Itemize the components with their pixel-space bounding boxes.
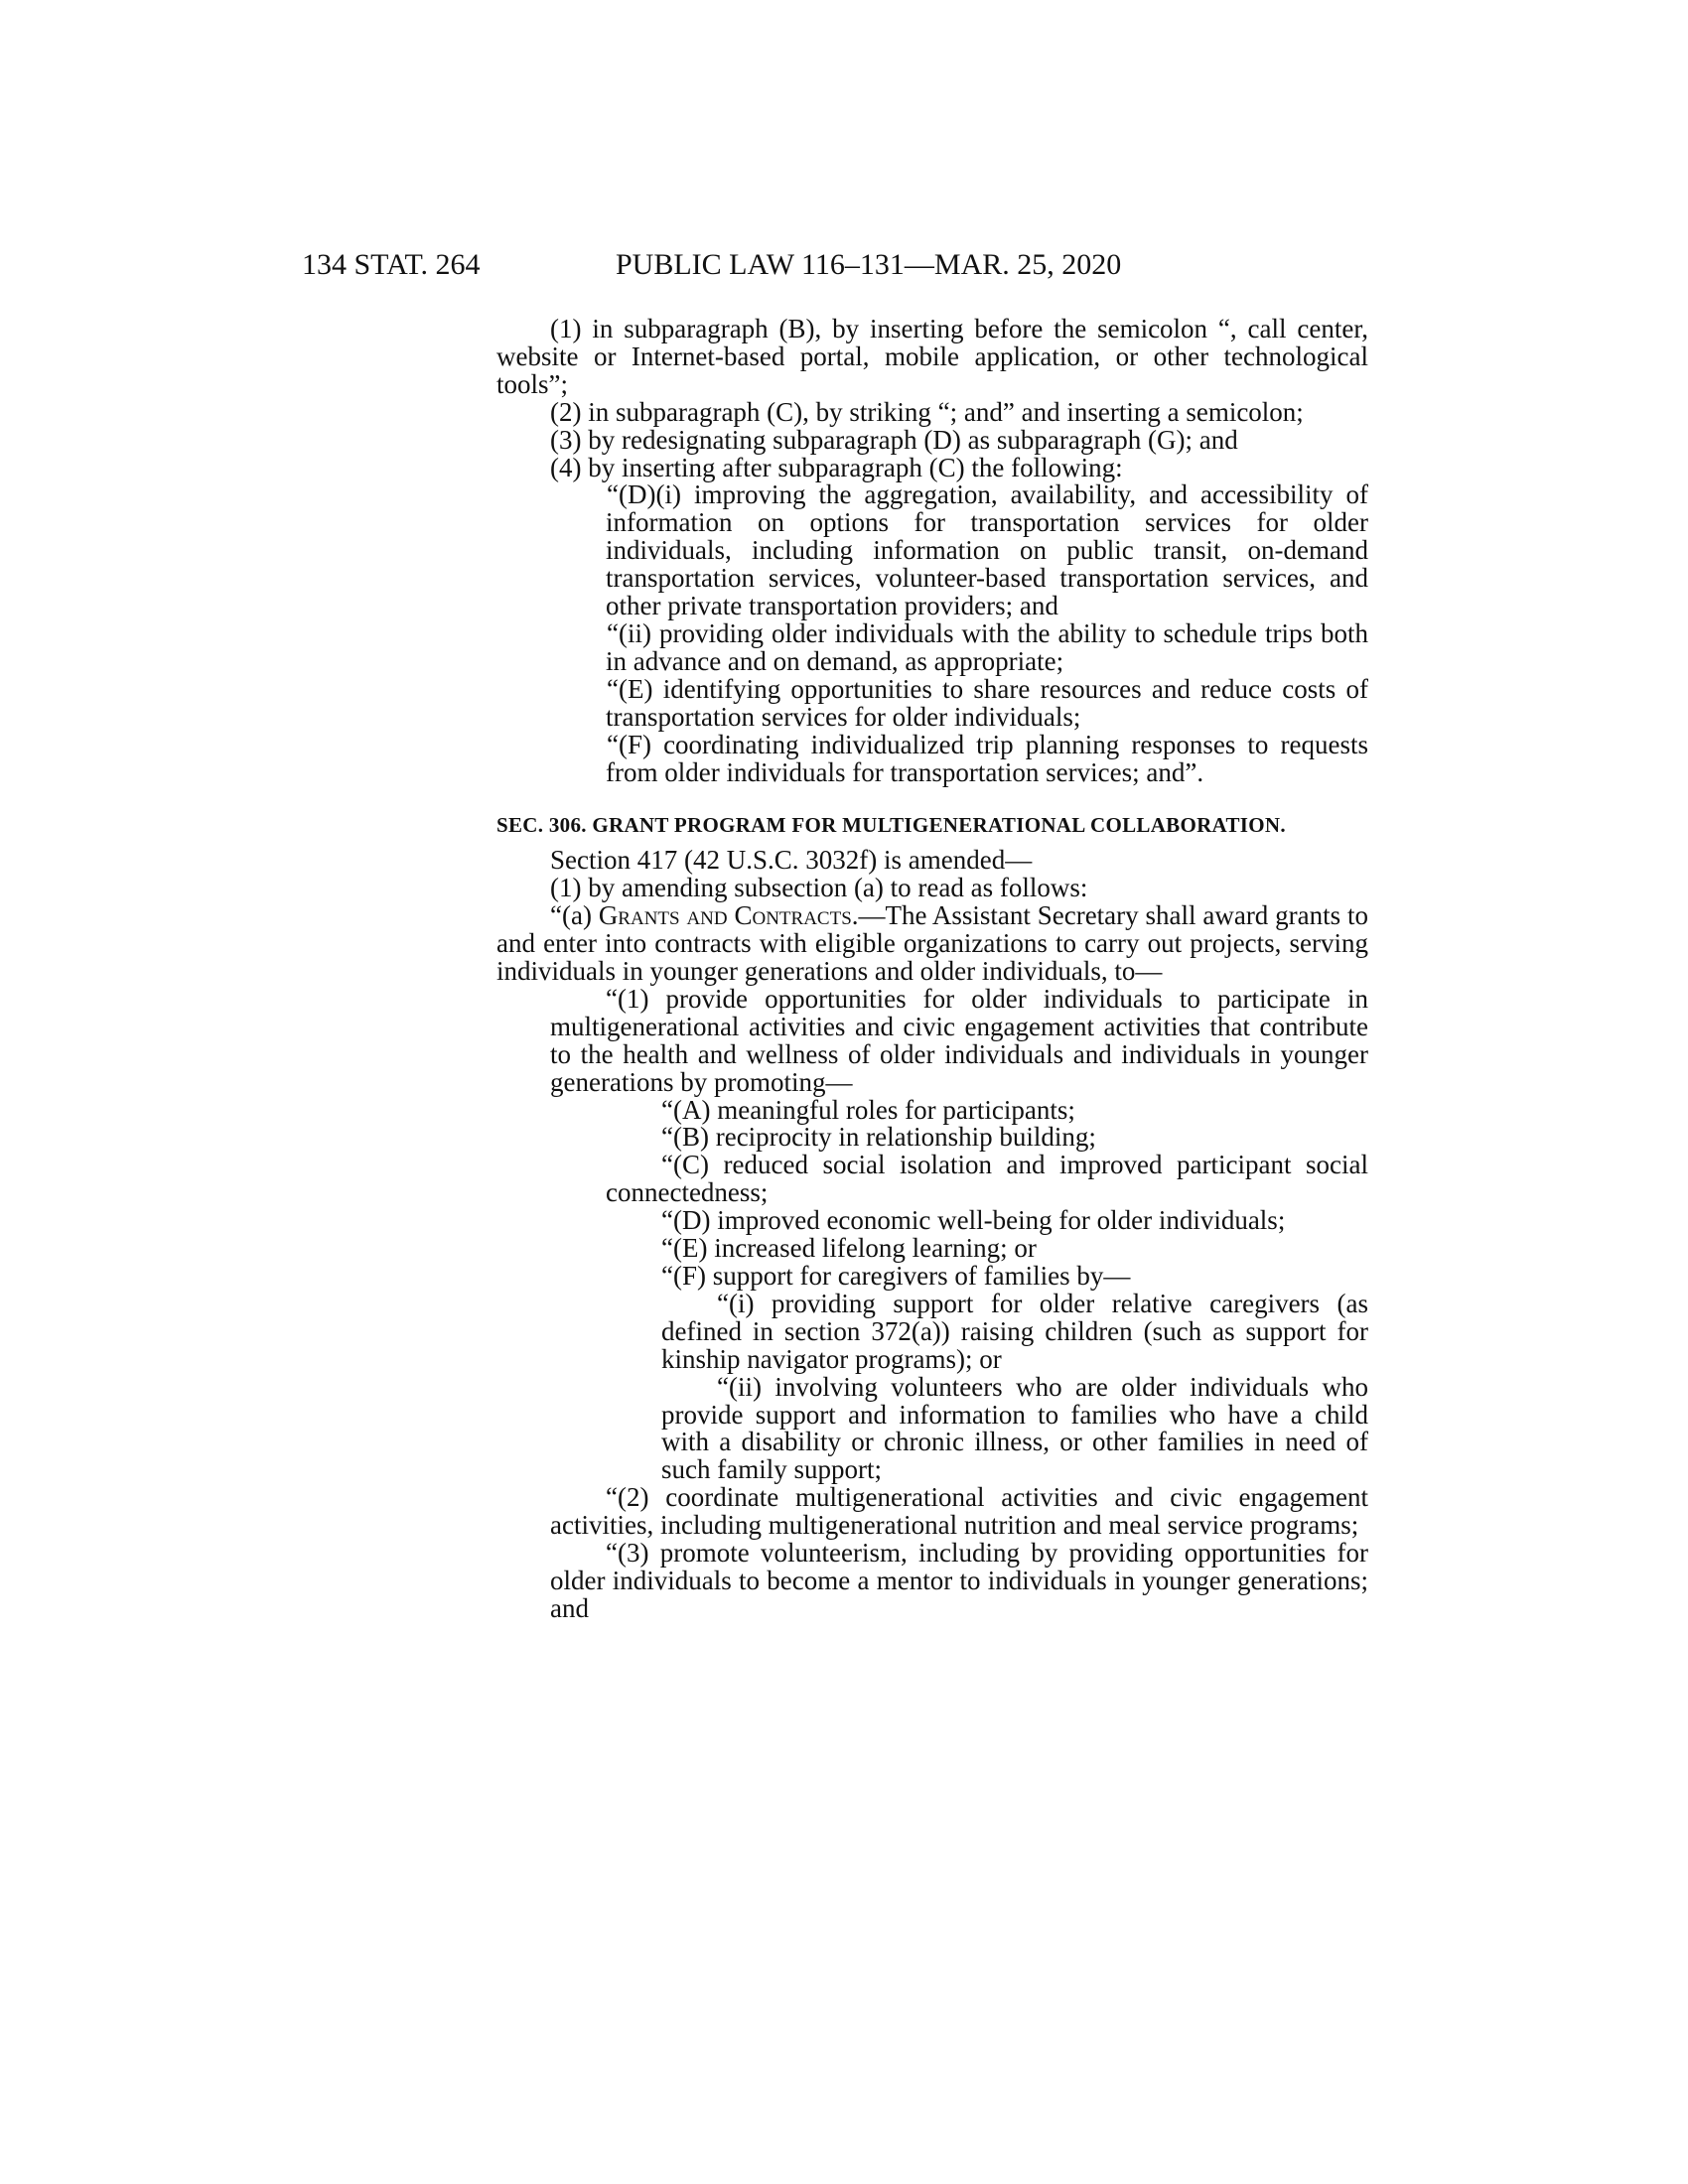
clause-b: “(B) reciprocity in relationship building; (661, 1122, 1096, 1153)
inserted-subparagraph-d-ii: “(ii) providing older individuals with the ability to schedule trips both in advance and on demand, as appropriate; (606, 617, 1368, 676)
inserted-subparagraph-d-i: “(D)(i) improving the aggregation, availability, and accessibility of information on options for transportation services for older individuals, including information on public transit, on-demand transportation services, volunteer-based transportation services, and other private transportation providers; and (606, 479, 1368, 621)
document-body (496, 316, 1368, 1623)
paragraph-1-opportunities: “(1) provide opportunities for older individuals to participate in multigenerational activities and civic engagement activities that contribute to the health and wellness of older individuals and individuals in younger generations by promoting— (550, 983, 1368, 1097)
amendment-item-1: (1) in subparagraph (B), by inserting before the semicolon “, call center, website or Internet-based portal, mobile application, or other technological tools”; (496, 314, 1368, 399)
page-header (0, 248, 1688, 288)
section-417-intro: Section 417 (42 U.S.C. 3032f) is amended— (550, 845, 1033, 876)
amendment-item-4: (4) by inserting after subparagraph (C) the following: (550, 452, 1123, 482)
paragraph-2-coordinate: “(2) coordinate multigenerational activities and civic engagement activities, including multigenerational nutrition and meal service programs; (550, 1482, 1368, 1541)
clause-c: “(C) reduced social isolation and improved participant social connectedness; (606, 1150, 1368, 1208)
section-306-heading: SEC. 306. GRANT PROGRAM FOR MULTIGENERATIONAL COLLABORATION. (496, 813, 1286, 838)
statute-page-number: 134 STAT. 264 (302, 248, 481, 281)
amendment-item-2: (2) in subparagraph (C), by striking “; and” and inserting a semicolon; (550, 396, 1304, 427)
subsection-a-heading: Grants and Contracts (598, 900, 852, 931)
inserted-subparagraph-f: “(F) coordinating individualized trip planning responses to requests from older individuals for transportation services; and”. (606, 729, 1368, 787)
section-417-item-1: (1) by amending subsection (a) to read as follows: (550, 873, 1088, 903)
clause-f-i: “(i) providing support for older relative caregivers (as defined in section 372(a)) raising children (such as support for kinship navigator programs); or (661, 1288, 1368, 1374)
clause-f: “(F) support for caregivers of families by— (661, 1261, 1131, 1291)
clause-a: “(A) meaningful roles for participants; (661, 1094, 1075, 1125)
subsection-a-label: “(a) (550, 900, 599, 931)
subsection-a-grants-and-contracts (496, 902, 1368, 986)
inserted-subparagraph-e: “(E) identifying opportunities to share resources and reduce costs of transportation services for older individuals; (606, 673, 1368, 732)
subsection-a-text: .—The Assistant Secretary shall award grants to and enter into contracts with eligible organizations to carry out projects, serving individuals in younger generations and older individuals, to— (496, 900, 1368, 987)
clause-d: “(D) improved economic well-being for older individuals; (661, 1205, 1286, 1236)
amendment-item-3: (3) by redesignating subparagraph (D) as subparagraph (G); and (550, 424, 1238, 455)
clause-e: “(E) increased lifelong learning; or (661, 1233, 1037, 1264)
clause-f-ii: “(ii) involving volunteers who are older individuals who provide support and information to families who have a child with a disability or chronic illness, or other families in need of such family support; (661, 1371, 1368, 1485)
public-law-title: PUBLIC LAW 116–131—MAR. 25, 2020 (616, 248, 1122, 281)
paragraph-3-volunteerism: “(3) promote volunteerism, including by providing opportunities for older individuals to become a mentor to individuals in younger generations; and (550, 1538, 1368, 1623)
